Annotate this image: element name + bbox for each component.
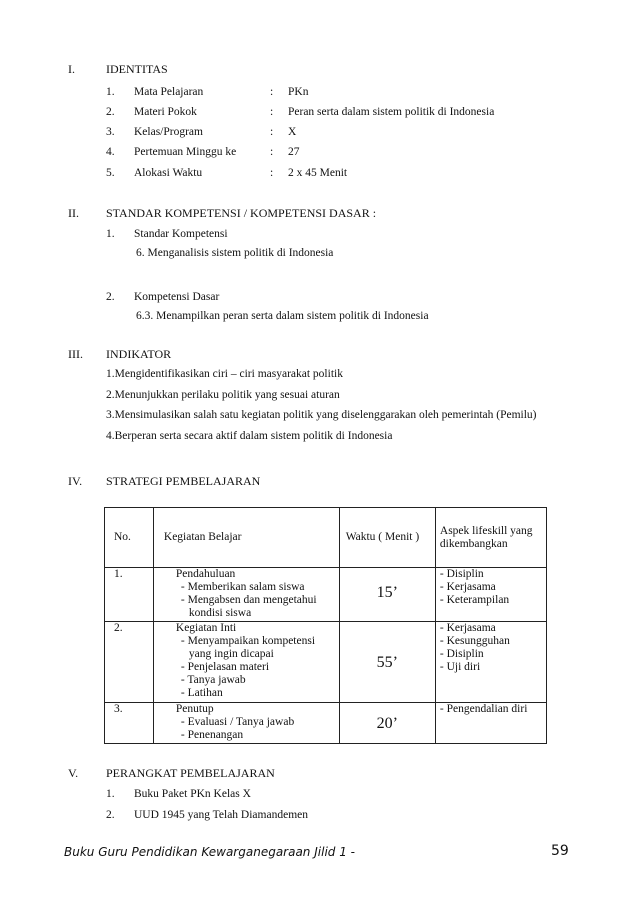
identitas-value: X [288,126,297,138]
kegiatan-item: - Penenangan [180,729,244,741]
aspek-item: - Kerjasama [439,622,496,634]
row-kegiatan [153,703,339,744]
sk-num: 1. [106,228,115,240]
perangkat-item: UUD 1945 yang Telah Diamandemen [134,809,308,821]
section-number: I. [68,62,75,76]
kd-text: 6.3. Menampilkan peran serta dalam sistem politik di Indonesia [136,310,429,322]
row-aspek [435,568,546,622]
row-waktu [339,622,435,703]
aspek-item: - Keterampilan [439,594,510,606]
kd-num: 2. [106,291,115,303]
kegiatan-item: - Memberikan salam siswa [180,581,305,593]
identitas-label: Kelas/Program [134,126,203,138]
section-number: II. [68,206,79,220]
header-no: No. [105,508,154,568]
identitas-num: 5. [106,167,115,179]
row-aspek [435,703,546,744]
waktu-value: 15’ [376,584,398,601]
perangkat-item: Buku Paket PKn Kelas X [134,788,251,800]
kegiatan-title: Kegiatan Inti [175,622,237,634]
section-title-indikator: INDIKATOR [106,347,172,361]
identitas-value: Peran serta dalam sistem politik di Indonesia [288,106,495,118]
section-title-strategi: STRATEGI PEMBELAJARAN [106,474,261,488]
row-no: 3. [105,703,154,744]
identitas-sep: : [270,126,274,138]
kegiatan-title: Penutup [175,703,214,715]
identitas-sep: : [270,106,274,118]
identitas-label: Mata Pelajaran [134,86,204,98]
row-waktu [339,568,435,622]
page-number: 59 [551,843,569,859]
kegiatan-item: kondisi siswa [188,607,252,619]
header-waktu: Waktu ( Menit ) [339,508,435,568]
identitas-num: 1. [106,86,115,98]
sk-text: 6. Menganalisis sistem politik di Indonesia [136,247,334,259]
section-title-identitas: IDENTITAS [106,62,168,76]
table-row [105,622,547,703]
table-header-row [105,508,547,568]
section-number: IV. [68,474,83,488]
kegiatan-item: - Penjelasan materi [180,661,270,673]
table-row [105,703,547,744]
aspek-item: - Kerjasama [439,581,496,593]
section-number: III. [68,347,83,361]
section-number: V. [68,766,79,780]
identitas-num: 4. [106,146,115,158]
identitas-label: Pertemuan Minggu ke [134,146,237,158]
waktu-value: 55’ [376,654,398,671]
indikator-item: 3.Mensimulasikan salah satu kegiatan politik yang diselenggarakan oleh pemerintah (Pemilu) [106,409,537,421]
kegiatan-item: - Tanya jawab [180,674,246,686]
row-kegiatan [153,622,339,703]
aspek-item: - Pengendalian diri [439,703,528,715]
strategi-table [104,507,547,744]
aspek-item: - Disiplin [439,648,484,660]
identitas-value: PKn [288,86,309,98]
perangkat-num: 1. [106,788,115,800]
section-title-perangkat: PERANGKAT PEMBELAJARAN [106,766,275,780]
identitas-sep: : [270,146,274,158]
kegiatan-item: - Evaluasi / Tanya jawab [180,716,295,728]
section-title-standar: STANDAR KOMPETENSI / KOMPETENSI DASAR : [106,206,377,220]
kegiatan-item: - Menyampaikan kompetensi [180,635,316,647]
row-no: 1. [105,568,154,622]
header-aspek: Aspek lifeskill yang dikembangkan [435,508,546,568]
kegiatan-item: - Mengabsen dan mengetahui [180,594,317,606]
identitas-value: 2 x 45 Menit [288,167,348,179]
kegiatan-item: yang ingin dicapai [188,648,274,660]
identitas-sep: : [270,86,274,98]
waktu-value: 20’ [376,715,398,732]
indikator-item: 4.Berperan serta secara aktif dalam sistem politik di Indonesia [106,430,393,442]
aspek-item: - Disiplin [439,568,484,580]
identitas-sep: : [270,167,274,179]
aspek-item: - Kesungguhan [439,635,510,647]
row-aspek [435,622,546,703]
kegiatan-item: - Latihan [180,687,223,699]
identitas-label: Materi Pokok [134,106,197,118]
kd-label: Kompetensi Dasar [134,291,220,303]
row-kegiatan [153,568,339,622]
footer-text: Buku Guru Pendidikan Kewarganegaraan Jilid 1 - [64,845,355,859]
perangkat-num: 2. [106,809,115,821]
row-waktu [339,703,435,744]
header-kegiatan: Kegiatan Belajar [153,508,339,568]
indikator-item: 1.Mengidentifikasikan ciri – ciri masyarakat politik [106,368,343,380]
identitas-label: Alokasi Waktu [134,167,203,179]
aspek-item: - Uji diri [439,661,481,673]
indikator-item: 2.Menunjukkan perilaku politik yang sesuai aturan [106,389,340,401]
identitas-num: 3. [106,126,115,138]
kegiatan-title: Pendahuluan [175,568,236,580]
table-row [105,568,547,622]
identitas-value: 27 [288,146,300,158]
row-no: 2. [105,622,154,703]
identitas-num: 2. [106,106,115,118]
sk-label: Standar Kompetensi [134,228,228,240]
